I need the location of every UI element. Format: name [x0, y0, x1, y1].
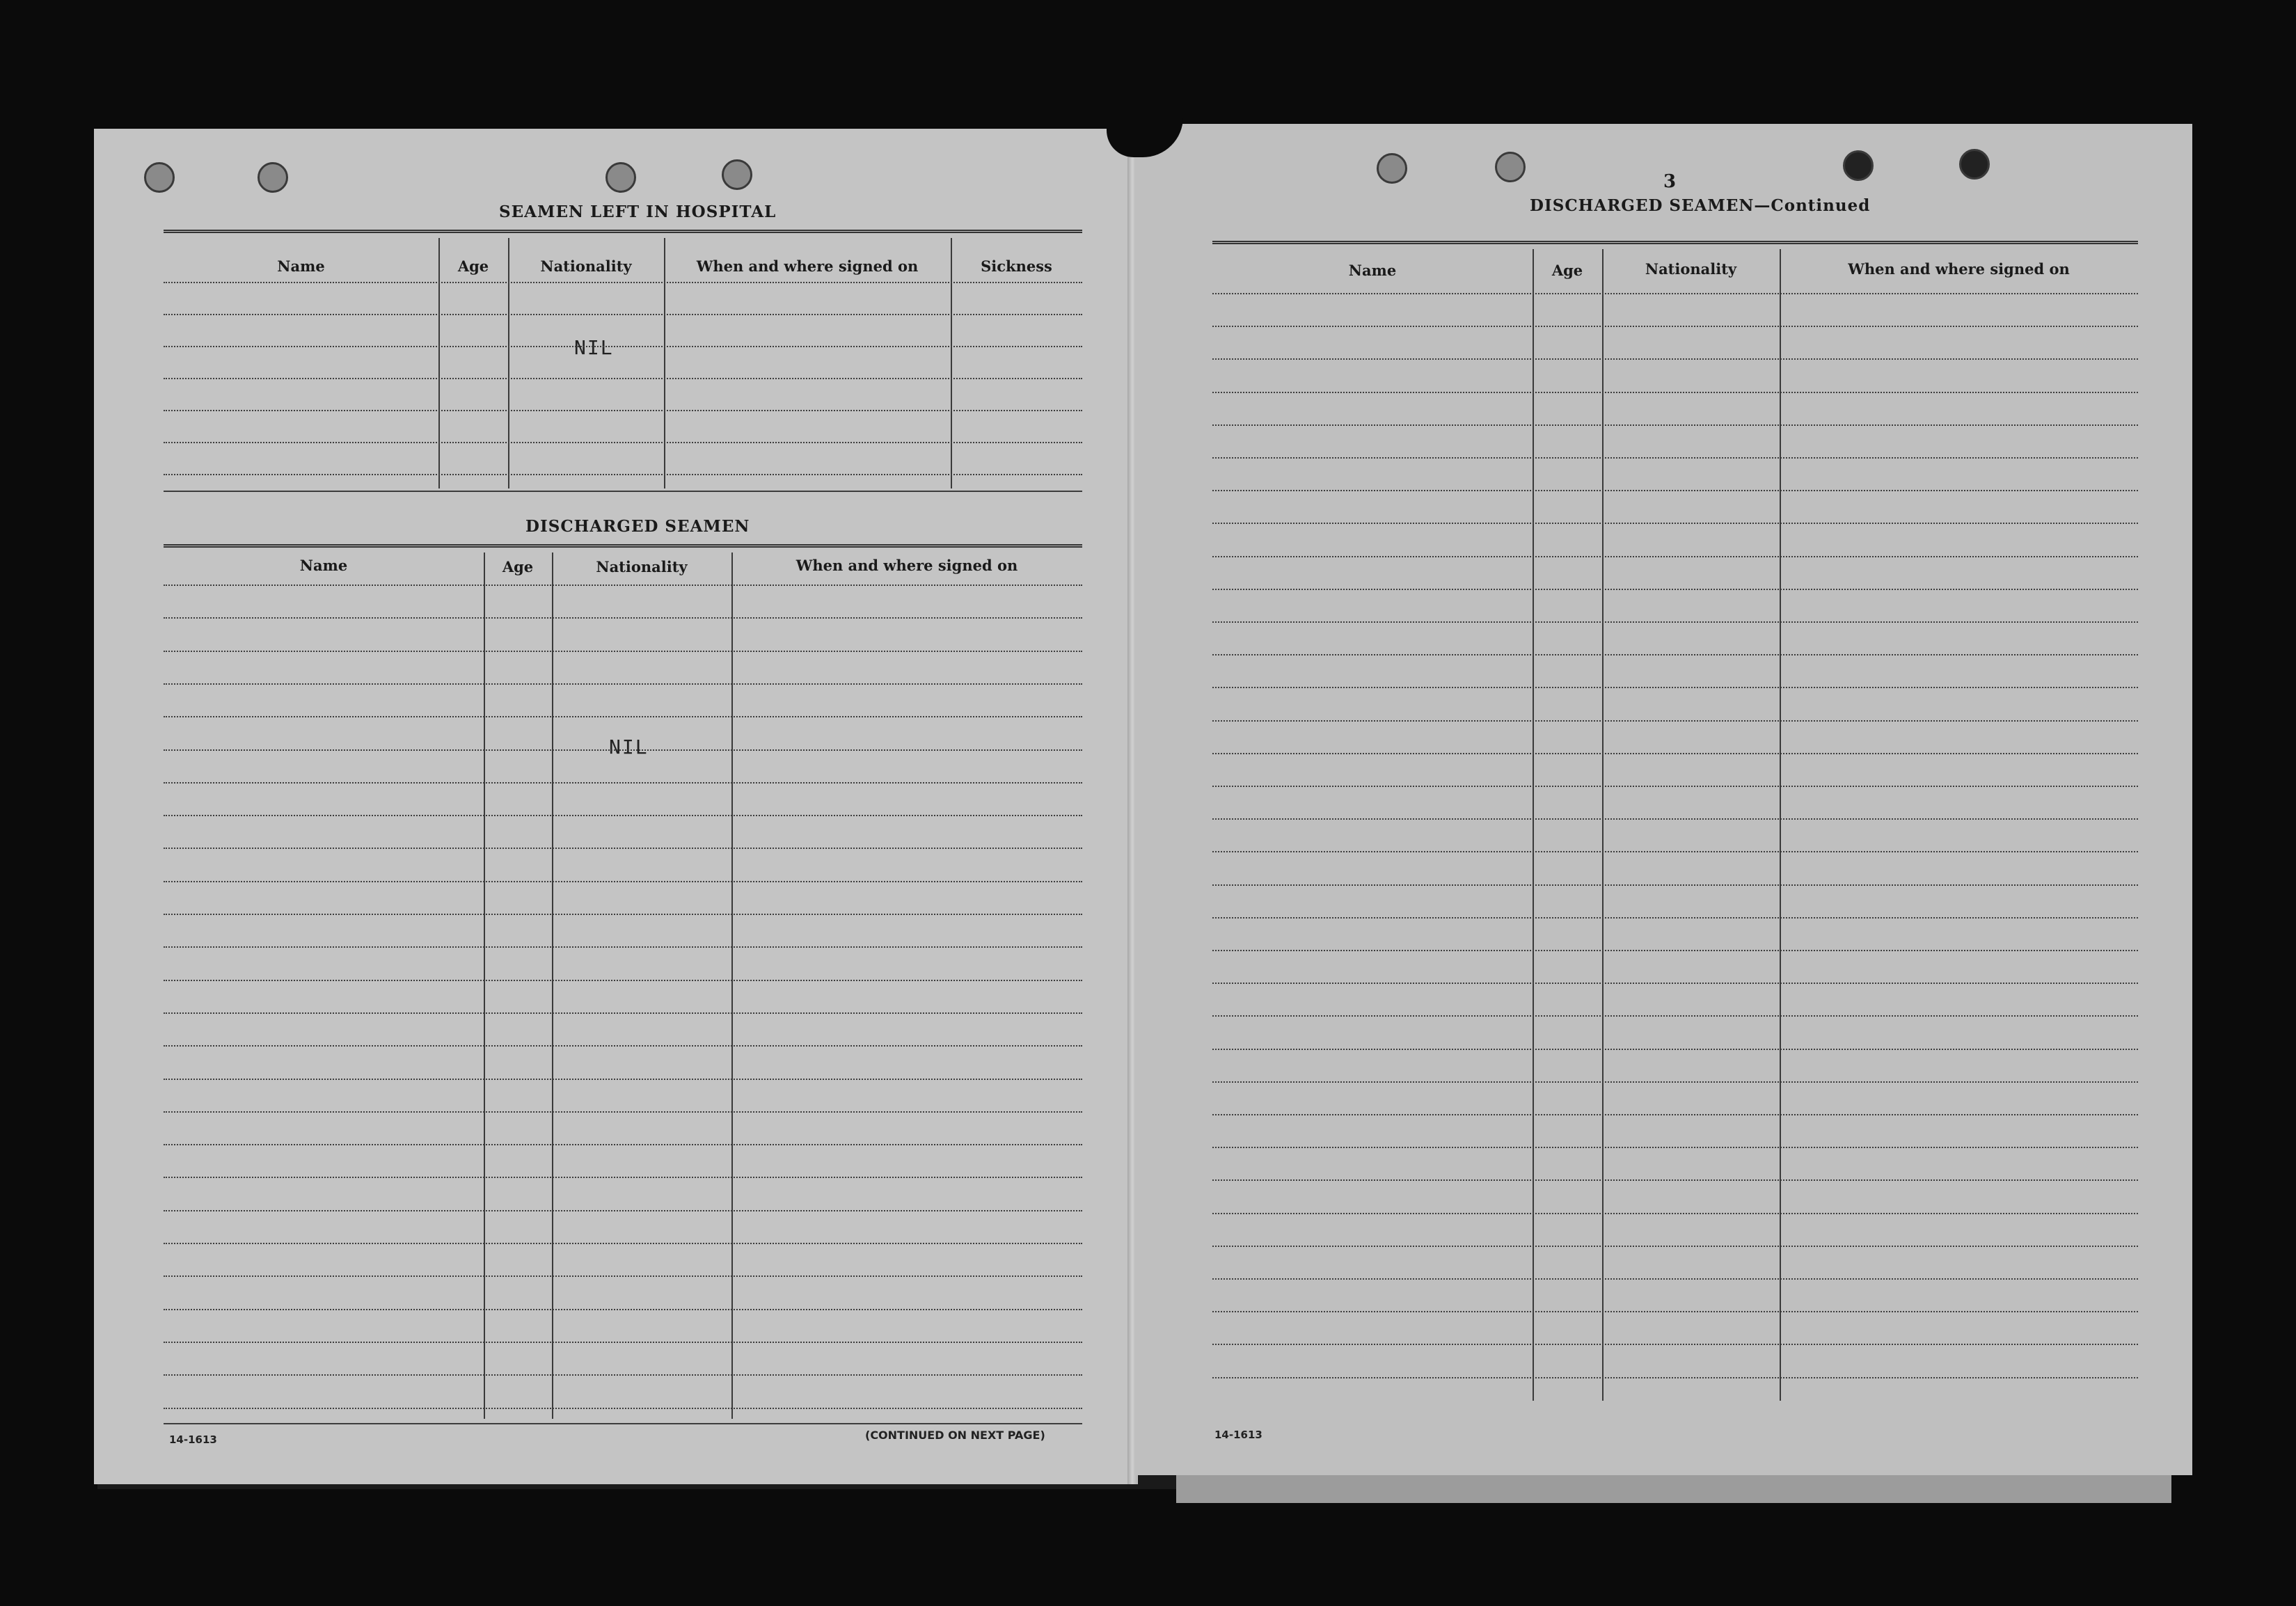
column-divider [1780, 249, 1781, 1401]
ruled-line [1212, 589, 2138, 590]
ruled-line [164, 946, 1082, 948]
ruled-line [1212, 1377, 2138, 1378]
ruled-line [164, 410, 1082, 411]
column-header-age: Age [1551, 262, 1583, 279]
discharged-section-title: DISCHARGED SEAMEN [525, 517, 750, 536]
discharged-continued-title: DISCHARGED SEAMEN—Continued [1530, 196, 1871, 215]
column-divider [664, 238, 665, 488]
ruled-line [164, 1177, 1082, 1178]
column-divider [438, 238, 440, 488]
column-header-signed-on: When and where signed on [795, 557, 1018, 574]
column-divider [1533, 249, 1534, 1401]
page-number: 3 [1663, 171, 1677, 192]
ruled-line [164, 1045, 1082, 1047]
table-top-rule [1212, 241, 2138, 244]
discharged-continued-table [1212, 241, 2138, 1542]
column-divider [1602, 249, 1604, 1401]
ruled-line [164, 1408, 1082, 1409]
ruled-line [164, 282, 1082, 283]
punch-hole-icon [258, 162, 288, 193]
discharged-table [164, 544, 1082, 1421]
ruled-line [164, 617, 1082, 619]
punch-hole-icon [1959, 149, 1990, 180]
ruled-line [1212, 293, 2138, 294]
ruled-line [164, 1012, 1082, 1014]
ruled-line [164, 1144, 1082, 1145]
ruled-line [1212, 884, 2138, 886]
column-divider [951, 238, 952, 488]
ruled-line [164, 1243, 1082, 1244]
hospital-nil-entry: NIL [574, 336, 614, 359]
column-header-nationality: Nationality [1645, 260, 1737, 278]
ruled-line [164, 1342, 1082, 1343]
punch-hole-icon [722, 159, 752, 190]
ruled-line [1212, 424, 2138, 426]
ruled-line [1212, 1246, 2138, 1247]
column-divider [484, 552, 485, 1419]
punch-hole-icon [144, 162, 175, 193]
ruled-line [1212, 392, 2138, 393]
ruled-line [1212, 818, 2138, 820]
column-header-nationality: Nationality [540, 257, 632, 275]
column-divider [731, 552, 733, 1419]
ruled-line [164, 1309, 1082, 1310]
ruled-line [1212, 720, 2138, 722]
ruled-line [164, 1111, 1082, 1113]
ruled-line [164, 980, 1082, 981]
ruled-line [1212, 1344, 2138, 1345]
ruled-line [164, 442, 1082, 443]
right-page [1134, 124, 2192, 1475]
ruled-line [164, 749, 1082, 751]
ruled-line [164, 815, 1082, 816]
ruled-line [1212, 753, 2138, 754]
ruled-line [1212, 326, 2138, 327]
ruled-line [1212, 1213, 2138, 1214]
ruled-line [164, 314, 1082, 315]
ruled-line [164, 1210, 1082, 1211]
table-top-rule [164, 230, 1082, 233]
ruled-line [164, 881, 1082, 882]
ruled-line [1212, 687, 2138, 688]
table-top-rule [164, 544, 1082, 548]
left-page [94, 129, 1138, 1484]
ruled-line [164, 683, 1082, 685]
ruled-line [1212, 1114, 2138, 1115]
continued-note: (CONTINUED ON NEXT PAGE) [865, 1429, 1045, 1442]
punch-hole-icon [605, 162, 636, 193]
ruled-line [1212, 786, 2138, 787]
ruled-line [164, 782, 1082, 784]
punch-hole-icon [1843, 150, 1874, 181]
discharged-nil-entry: NIL [609, 736, 649, 758]
ruled-line [1212, 851, 2138, 852]
column-header-signed-on: When and where signed on [1848, 260, 2070, 278]
column-header-nationality: Nationality [596, 558, 688, 575]
hospital-section-title: SEAMEN LEFT IN HOSPITAL [499, 202, 777, 221]
ruled-line [1212, 457, 2138, 459]
ruled-line [164, 1079, 1082, 1080]
form-number: 14-1613 [169, 1433, 217, 1446]
ruled-line [1212, 1081, 2138, 1083]
form-number: 14-1613 [1214, 1429, 1262, 1441]
ruled-line [164, 1374, 1082, 1376]
column-header-name: Name [299, 557, 348, 574]
ruled-line [164, 378, 1082, 379]
ruled-line [164, 1275, 1082, 1277]
punch-hole-icon [1377, 153, 1407, 184]
ruled-line [1212, 556, 2138, 557]
ruled-line [164, 474, 1082, 475]
table-bottom-rule [164, 491, 1082, 492]
column-header-name: Name [277, 257, 325, 275]
ruled-line [164, 585, 1082, 586]
ruled-line [1212, 523, 2138, 524]
ruled-line [1212, 490, 2138, 491]
punch-hole-icon [1495, 152, 1526, 182]
ruled-line [1212, 1278, 2138, 1280]
ruled-line [1212, 1179, 2138, 1181]
ruled-line [1212, 950, 2138, 951]
column-header-signed-on: When and where signed on [696, 257, 919, 275]
ruled-line [1212, 358, 2138, 360]
ruled-line [1212, 1147, 2138, 1148]
column-divider [508, 238, 509, 488]
ruled-line [1212, 1049, 2138, 1050]
ruled-line [1212, 654, 2138, 655]
column-header-age: Age [457, 257, 489, 275]
column-header-name: Name [1348, 262, 1397, 279]
table-bottom-rule [164, 1423, 1082, 1424]
ruled-line [1212, 1311, 2138, 1312]
column-divider [552, 552, 553, 1419]
column-header-age: Age [502, 558, 534, 575]
ruled-line [164, 346, 1082, 347]
ruled-line [1212, 1015, 2138, 1017]
ruled-line [1212, 917, 2138, 919]
ruled-line [164, 848, 1082, 849]
ruled-line [1212, 621, 2138, 623]
ruled-line [164, 716, 1082, 717]
ruled-line [164, 651, 1082, 652]
ruled-line [164, 914, 1082, 915]
ruled-line [1212, 983, 2138, 984]
column-header-sickness: Sickness [981, 257, 1052, 275]
